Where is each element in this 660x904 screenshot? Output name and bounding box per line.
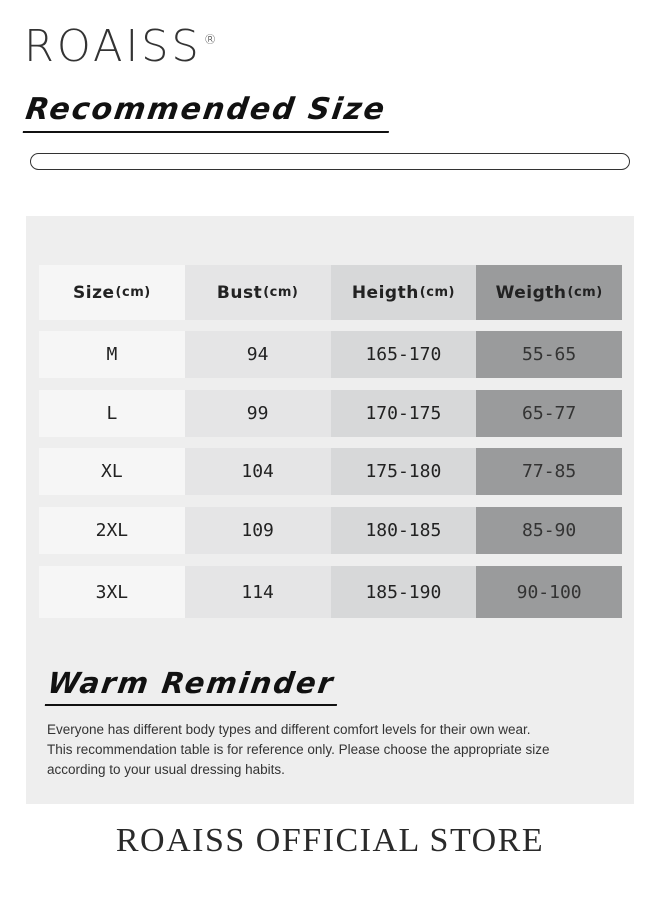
table-row <box>39 331 622 378</box>
header-bust: Bust (cm) <box>185 265 331 320</box>
cell-weight: 77-85 <box>476 448 622 495</box>
cell-bust: 114 <box>185 566 331 618</box>
cell-weight: 55-65 <box>476 331 622 378</box>
table-header-row <box>39 265 622 320</box>
table-row <box>39 566 622 618</box>
cell-weight: 90-100 <box>476 566 622 618</box>
reminder-line: This recommendation table is for reference only. Please choose the appropriate size <box>47 742 550 757</box>
cell-bust: 109 <box>185 507 331 554</box>
cell-bust: 104 <box>185 448 331 495</box>
cell-size: L <box>39 390 185 437</box>
page-title: Recommended Size <box>23 92 389 127</box>
cell-height: 165-170 <box>331 331 477 378</box>
cell-size: 3XL <box>39 566 185 618</box>
header-height: Heigth (cm) <box>331 265 477 320</box>
reminder-text <box>47 720 607 780</box>
cell-height: 185-190 <box>331 566 477 618</box>
reminder-title: Warm Reminder <box>45 666 337 700</box>
cell-size: XL <box>39 448 185 495</box>
registered-mark: ® <box>203 33 217 48</box>
brand-logo <box>24 22 216 72</box>
table-row <box>39 390 622 437</box>
cell-bust: 99 <box>185 390 331 437</box>
table-row <box>39 448 622 495</box>
table-row <box>39 507 622 554</box>
cell-bust: 94 <box>185 331 331 378</box>
header-size: Size (cm) <box>39 265 185 320</box>
cell-size: M <box>39 331 185 378</box>
decorative-divider-pill <box>30 153 630 170</box>
cell-size: 2XL <box>39 507 185 554</box>
cell-weight: 85-90 <box>476 507 622 554</box>
header-weight: Weigth (cm) <box>476 265 622 320</box>
brand-logo-text: ROAISS <box>24 21 202 72</box>
reminder-line: Everyone has different body types and different comfort levels for their own wear. <box>47 722 531 737</box>
store-name: ROAISS OFFICIAL STORE <box>115 822 545 859</box>
reminder-line: according to your usual dressing habits. <box>47 762 285 777</box>
cell-weight: 65-77 <box>476 390 622 437</box>
cell-height: 170-175 <box>331 390 477 437</box>
cell-height: 175-180 <box>331 448 477 495</box>
cell-height: 180-185 <box>331 507 477 554</box>
